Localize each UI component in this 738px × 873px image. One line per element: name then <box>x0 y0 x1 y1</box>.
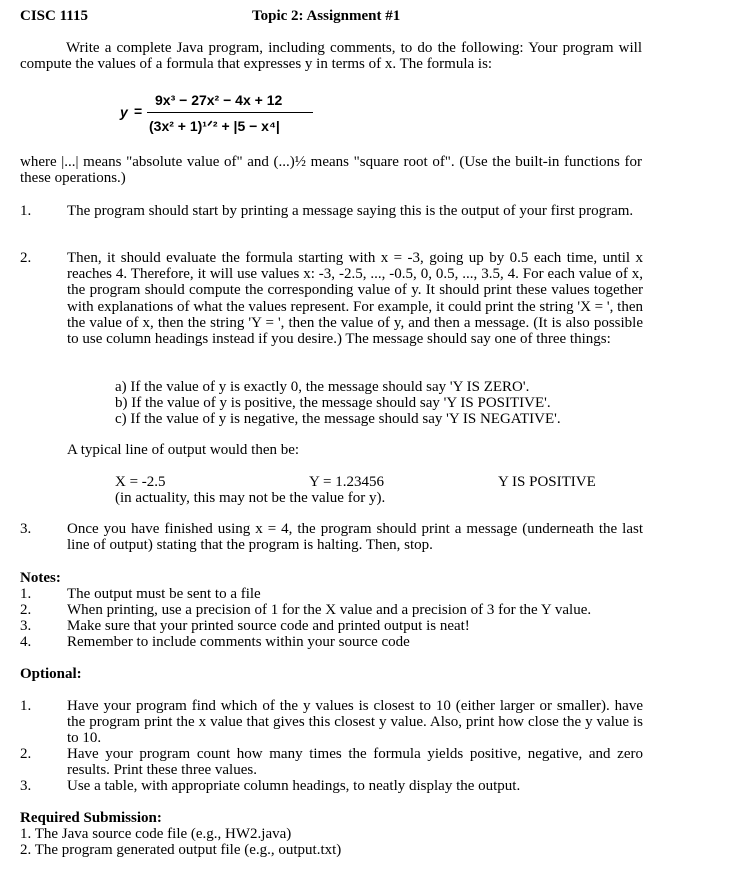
notes-heading: Notes: <box>20 570 61 586</box>
example-x: X = -2.5 <box>115 474 166 490</box>
optional-text: Use a table, with appropriate column headings, to neatly display the output. <box>67 778 521 794</box>
example-y: Y = 1.23456 <box>309 474 384 490</box>
optional-text: Have your program count how many times the formula yields positive, negative, and zero results. Print these three values. <box>67 746 643 779</box>
optional-number: 3. <box>20 778 32 794</box>
formula-lhs: y <box>120 104 128 120</box>
note-text: The output must be sent to a file <box>67 586 261 602</box>
note-number: 1. <box>20 586 32 602</box>
submission-heading: Required Submission: <box>20 810 162 826</box>
formula-equals: = <box>134 103 143 119</box>
optional-number: 2. <box>20 746 32 762</box>
note-text: Make sure that your printed source code and printed output is neat! <box>67 618 470 634</box>
submission-item: 2. The program generated output file (e.g., output.txt) <box>20 842 342 858</box>
example-message: Y IS POSITIVE <box>498 474 596 490</box>
step-number: 2. <box>20 250 32 266</box>
fraction-bar <box>147 112 313 113</box>
step-text: The program should start by printing a message saying this is the output of your first program. <box>67 203 634 219</box>
note-text: When printing, use a precision of 1 for the X value and a precision of 3 for the Y value. <box>67 602 592 618</box>
example-note: (in actuality, this may not be the value for y). <box>115 490 386 506</box>
note-text: Remember to include comments within your source code <box>67 634 410 650</box>
message-item: c) If the value of y is negative, the message should say 'Y IS NEGATIVE'. <box>115 411 561 427</box>
step-text: Then, it should evaluate the formula starting with x = -3, going up by 0.5 each time, until x reaches 4. Therefore, it will use values x: -3, -2.5, ..., -0.5, 0, 0.5, ..., 3.5, 4. For each value of x, the program should compute the corresponding value of y. It should print these values together with explanations of what the values represent. For example, it could print the string 'X = ', then the value of x, then the string 'Y = ', then the value of y, and then a message. (It is also possible to use column headings instead if you desire.) The message should say one of three things: <box>67 250 643 348</box>
note-number: 2. <box>20 602 32 618</box>
typical-line-text: A typical line of output would then be: <box>67 442 300 458</box>
submission-item: 1. The Java source code file (e.g., HW2.java) <box>20 826 292 842</box>
page-title: Topic 2: Assignment #1 <box>252 8 401 24</box>
message-item: b) If the value of y is positive, the message should say 'Y IS POSITIVE'. <box>115 395 551 411</box>
optional-number: 1. <box>20 698 32 714</box>
note-number: 3. <box>20 618 32 634</box>
intro-paragraph: Write a complete Java program, including comments, to do the following: Your program will compute the values of a formula that expresses y in terms of x. The formula is: <box>20 40 642 73</box>
step-number: 1. <box>20 203 32 219</box>
step-number: 3. <box>20 521 32 537</box>
course-code: CISC 1115 <box>20 8 88 24</box>
optional-heading: Optional: <box>20 666 82 682</box>
message-item: a) If the value of y is exactly 0, the message should say 'Y IS ZERO'. <box>115 379 530 395</box>
formula-denominator: (3x² + 1)¹ᐟ² + |5 − x⁴| <box>149 118 280 134</box>
step-text: Once you have finished using x = 4, the program should print a message (underneath the last line of output) stating that the program is halting. Then, stop. <box>67 521 643 554</box>
where-paragraph: where |...| means "absolute value of" and (...)½ means "square root of". (Use the built-in functions for these operations.) <box>20 154 642 187</box>
optional-text: Have your program find which of the y values is closest to 10 (either larger or smaller). have the program print the x value that gives this closest y value. Also, print how close the y value is to 10. <box>67 698 643 747</box>
note-number: 4. <box>20 634 32 650</box>
formula-numerator: 9x³ − 27x² − 4x + 12 <box>155 92 283 108</box>
